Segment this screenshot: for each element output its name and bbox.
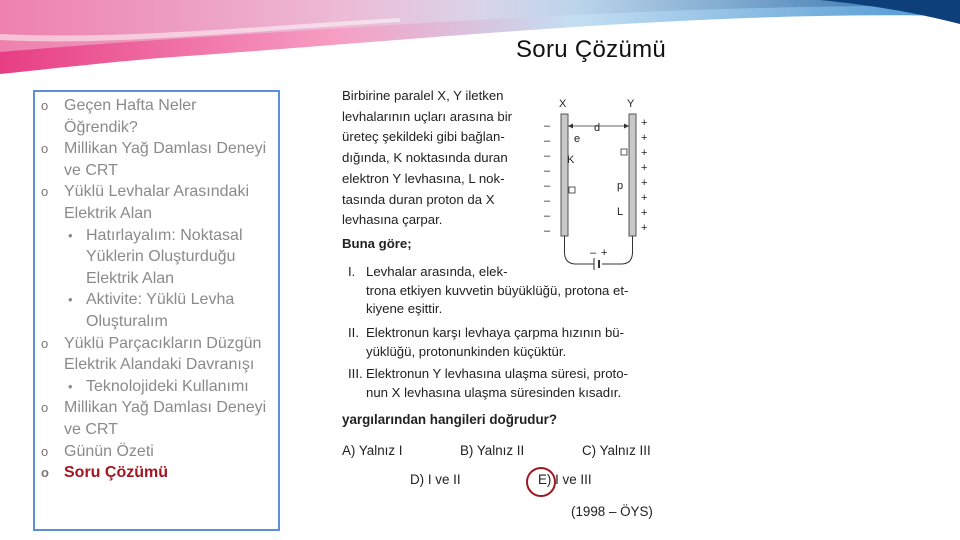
statement-line: Elektronun karşı levhaya çarpma hızının bü- — [366, 325, 625, 340]
svg-text:–: – — [544, 120, 551, 132]
agenda-item-active: o Soru Çözümü — [35, 462, 278, 484]
stem-line: dığında, K noktasında duran — [342, 150, 508, 166]
svg-text:+: + — [641, 222, 648, 234]
answer-circle-mark — [526, 467, 556, 497]
svg-text:–: – — [590, 247, 597, 259]
label-d: d — [594, 122, 601, 134]
svg-text:+: + — [641, 132, 648, 144]
agenda-sublist — [64, 225, 272, 333]
statement-line: trona etkiyen kuvvetin büyüklüğü, protona et- — [366, 282, 629, 298]
statement-line: nun X levhasına ulaşma süresinden kısadır. — [366, 384, 622, 400]
statement-line: yüklüğü, protonunkinden küçüktür. — [366, 343, 567, 359]
option-b: B) Yalnız II — [460, 443, 525, 458]
stem-line: levhalarının uçları arasına bir — [342, 108, 513, 124]
statement-3 — [342, 365, 662, 402]
label-e: e — [574, 133, 581, 145]
agenda-subitem: • Hatırlayalım: Noktasal Yüklerin Oluşturduğu Elektrik Alan — [64, 225, 272, 290]
svg-text:+: + — [641, 147, 648, 159]
plus-signs — [641, 117, 647, 234]
svg-text:+: + — [641, 162, 648, 174]
statement-number: III. — [348, 366, 363, 381]
agenda-item: o Günün Özeti — [35, 441, 278, 463]
svg-text:+: + — [601, 247, 608, 259]
plate-diagram — [528, 92, 658, 277]
question-stem — [342, 86, 532, 231]
agenda-item: o Yüklü Levhalar Arasındaki Elektrik Alan • Hatırlayalım: Noktasal Yüklerin Oluşturduğu Elektrik Alan • Aktivite: Yüklü Levha Oluşturalım — [35, 181, 278, 332]
agenda-sublist — [64, 376, 272, 398]
label-k: K — [567, 154, 575, 166]
agenda-list — [35, 92, 278, 484]
option-c: C) Yalnız III — [582, 443, 651, 458]
svg-text:+: + — [641, 117, 648, 129]
top-decoration — [0, 0, 960, 80]
agenda-panel — [33, 90, 280, 531]
label-x: X — [559, 98, 567, 110]
svg-text:–: – — [544, 210, 551, 222]
question-prompt: Buna göre; — [342, 236, 412, 251]
svg-text:–: – — [544, 150, 551, 162]
svg-text:+: + — [641, 177, 648, 189]
question-source: (1998 – ÖYS) — [571, 504, 653, 519]
svg-text:+: + — [641, 207, 648, 219]
statement-number: I. — [348, 264, 356, 279]
stem-line: levhasına çarpar. — [342, 212, 443, 228]
question-ask: yargılarından hangileri doğrudur? — [342, 412, 558, 427]
svg-text:–: – — [544, 135, 551, 147]
option-d: D) I ve II — [410, 472, 461, 487]
agenda-item: o Geçen Hafta Neler Öğrendik? — [35, 95, 278, 138]
svg-text:–: – — [544, 165, 551, 177]
agenda-subitem: • Aktivite: Yüklü Levha Oluşturalım — [64, 289, 272, 332]
agenda-item: o Millikan Yağ Damlası Deneyi ve CRT — [35, 397, 278, 440]
minus-signs — [544, 120, 551, 237]
option-e: E) I ve III — [538, 472, 592, 487]
plate-x — [561, 114, 568, 236]
agenda-subitem: • Teknolojideki Kullanımı — [64, 376, 272, 398]
option-a: A) Yalnız I — [342, 443, 403, 458]
point-l-marker — [569, 187, 575, 193]
statement-number: II. — [348, 325, 359, 340]
statement-line: kiyene eşittir. — [366, 301, 443, 316]
stem-line: tasında duran proton da X — [342, 191, 495, 207]
slide-title: Soru Çözümü — [516, 36, 667, 63]
plate-y — [629, 114, 636, 236]
svg-text:–: – — [544, 195, 551, 207]
stem-line: elektron Y levhasına, L nok- — [342, 170, 505, 186]
stem-line: Birbirine paralel X, Y iletken — [342, 88, 504, 103]
statement-line: Elektronun Y levhasına ulaşma süresi, proto- — [366, 366, 628, 381]
label-y: Y — [627, 98, 635, 110]
svg-text:–: – — [544, 225, 551, 237]
agenda-item: o Millikan Yağ Damlası Deneyi ve CRT — [35, 138, 278, 181]
statement-line: Levhalar arasında, elek- — [366, 264, 508, 279]
svg-text:–: – — [544, 180, 551, 192]
point-k-marker — [621, 149, 627, 155]
svg-text:+: + — [641, 192, 648, 204]
label-l: L — [617, 206, 624, 218]
agenda-item: o Yüklü Parçacıkların Düzgün Elektrik Alandaki Davranışı • Teknolojideki Kullanımı — [35, 333, 278, 398]
statement-2 — [342, 324, 662, 361]
label-p: p — [617, 180, 624, 192]
stem-line: üreteç şekildeki gibi bağlan- — [342, 129, 505, 145]
